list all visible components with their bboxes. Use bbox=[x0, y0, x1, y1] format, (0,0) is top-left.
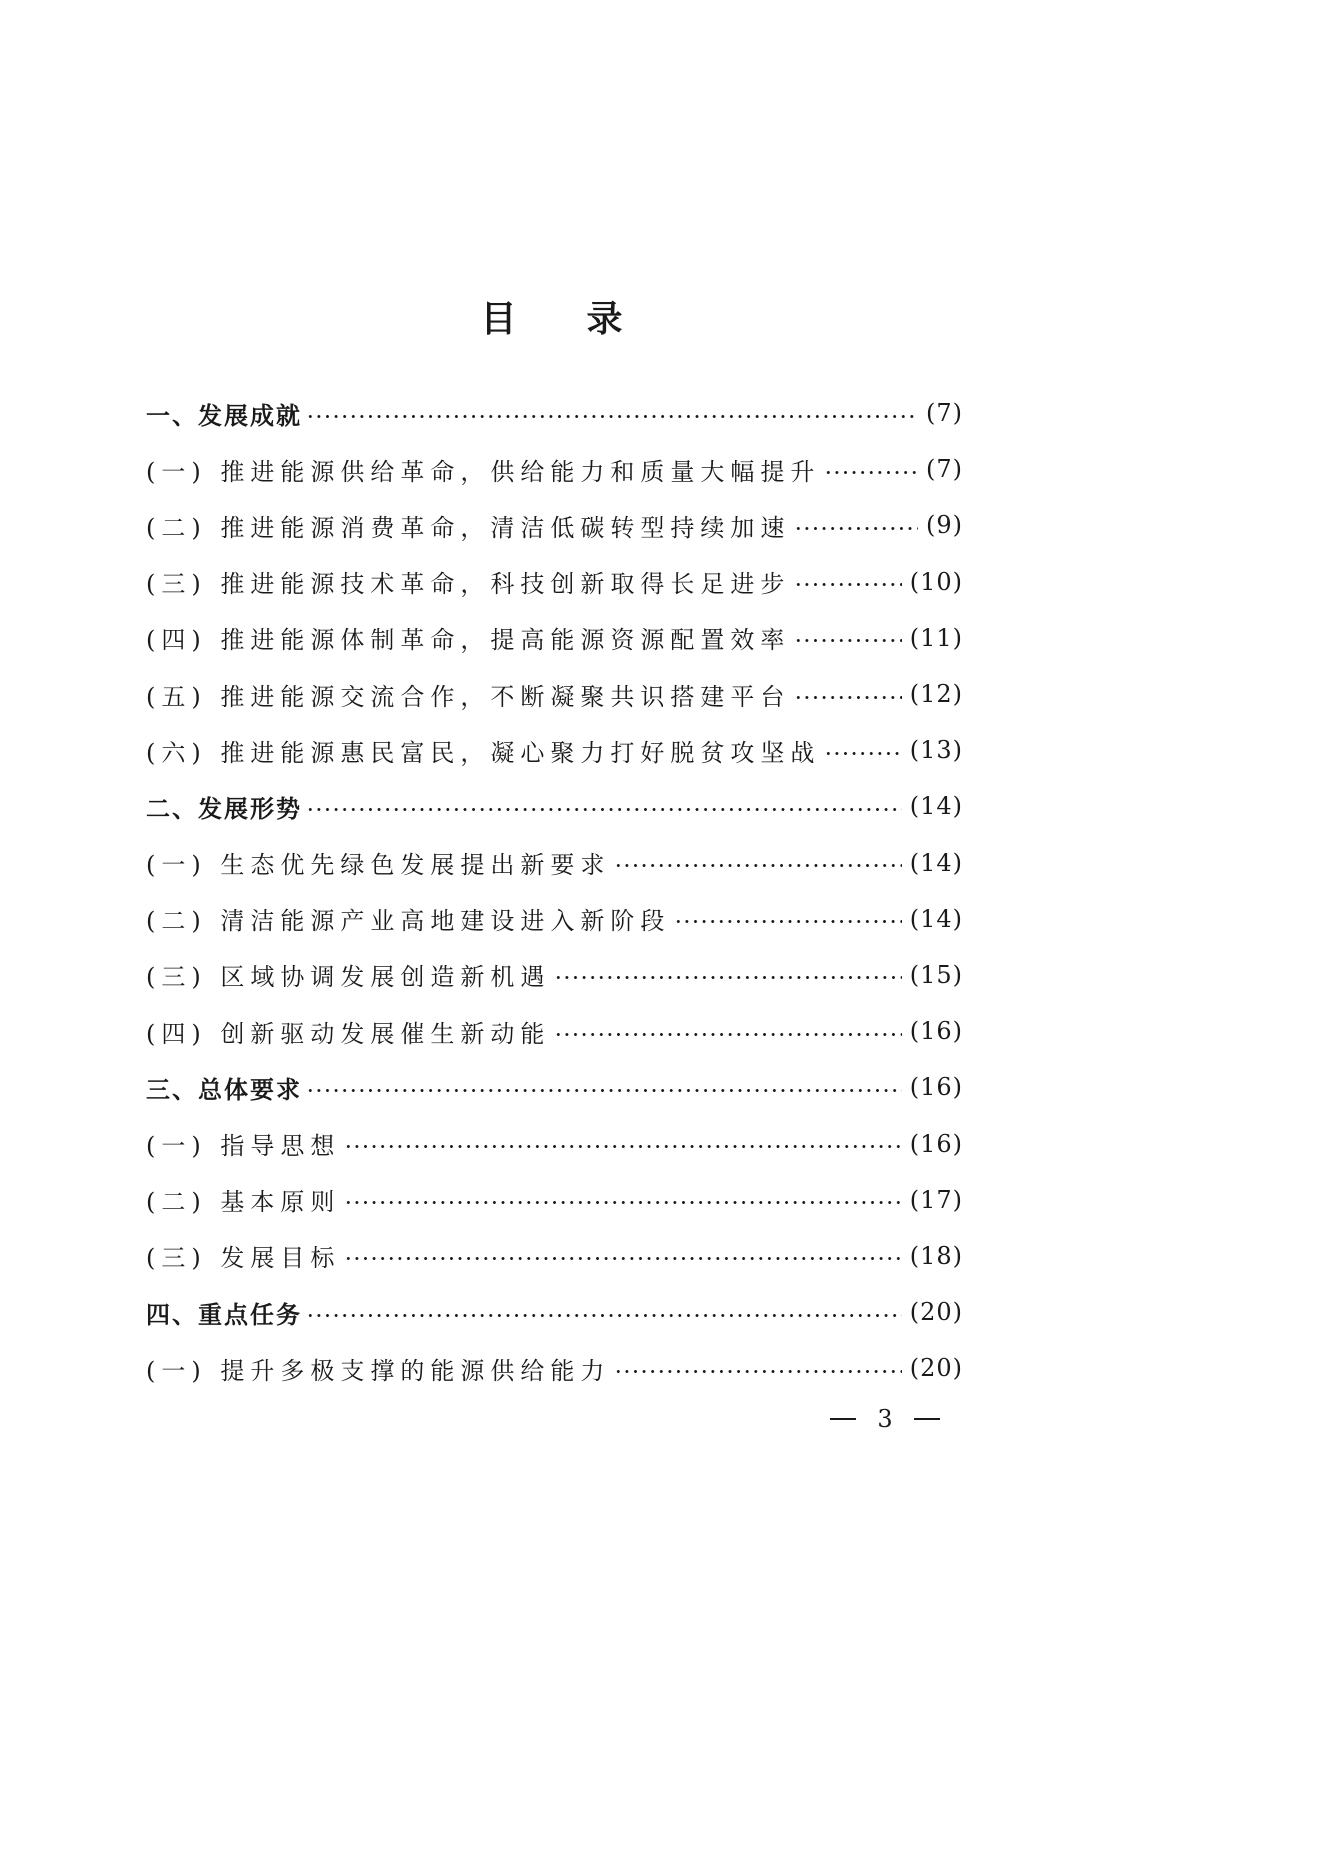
toc-entry-title: (一) 生态优先绿色发展提出新要求 bbox=[146, 851, 611, 880]
dot-leader bbox=[614, 1370, 901, 1373]
toc-entry-page: (12) bbox=[909, 680, 963, 709]
toc-entry[interactable] bbox=[146, 1172, 963, 1228]
toc-entry[interactable] bbox=[146, 1003, 963, 1059]
dot-leader bbox=[344, 1201, 901, 1204]
table-of-contents bbox=[146, 385, 963, 1396]
toc-entry-page: (7) bbox=[926, 399, 963, 428]
toc-entry-title: 三、总体要求 bbox=[146, 1075, 302, 1104]
toc-entry-page: (14) bbox=[909, 848, 963, 877]
toc-entry[interactable] bbox=[146, 1228, 963, 1284]
page-number: 3 bbox=[877, 1405, 893, 1433]
footer-dash-right bbox=[914, 1418, 940, 1420]
toc-entry-page: (14) bbox=[909, 904, 963, 933]
toc-entry-page: (20) bbox=[909, 1298, 963, 1327]
toc-entry-title: (四) 推进能源体制革命，提高能源资源配置效率 bbox=[146, 626, 791, 655]
page-footer bbox=[830, 1402, 940, 1436]
toc-entry[interactable] bbox=[146, 1284, 963, 1340]
toc-entry-title: (二) 基本原则 bbox=[146, 1188, 341, 1217]
footer-dash-left bbox=[830, 1418, 856, 1420]
page-title: 目录 bbox=[480, 299, 693, 340]
dot-leader bbox=[824, 752, 901, 755]
toc-entry-page: (11) bbox=[909, 623, 963, 652]
toc-entry-page: (16) bbox=[909, 1129, 963, 1158]
toc-entry-page: (16) bbox=[909, 1073, 963, 1102]
dot-leader bbox=[824, 471, 918, 474]
toc-entry-title: (三) 推进能源技术革命，科技创新取得长足进步 bbox=[146, 570, 791, 599]
toc-entry-page: (7) bbox=[926, 455, 963, 484]
dot-leader bbox=[306, 1314, 902, 1317]
dot-leader bbox=[794, 696, 901, 699]
toc-entry-page: (16) bbox=[909, 1017, 963, 1046]
toc-entry-page: (20) bbox=[909, 1354, 963, 1383]
toc-entry-title: 二、发展形势 bbox=[146, 794, 302, 823]
toc-entry[interactable] bbox=[146, 1115, 963, 1171]
toc-entry-title: (六) 推进能源惠民富民，凝心聚力打好脱贫攻坚战 bbox=[146, 738, 821, 767]
toc-entry-page: (18) bbox=[909, 1241, 963, 1270]
toc-entry[interactable] bbox=[146, 385, 963, 441]
toc-entry[interactable] bbox=[146, 1340, 963, 1396]
dot-leader bbox=[794, 527, 918, 530]
toc-entry-title: (三) 区域协调发展创造新机遇 bbox=[146, 963, 551, 992]
toc-entry[interactable] bbox=[146, 554, 963, 610]
dot-leader bbox=[794, 583, 901, 586]
toc-entry-title: (二) 清洁能源产业高地建设进入新阶段 bbox=[146, 907, 671, 936]
toc-entry[interactable] bbox=[146, 441, 963, 497]
dot-leader bbox=[794, 639, 901, 642]
toc-entry-title: (四) 创新驱动发展催生新动能 bbox=[146, 1019, 551, 1048]
toc-entry-page: (17) bbox=[909, 1185, 963, 1214]
dot-leader bbox=[554, 976, 901, 979]
dot-leader bbox=[306, 808, 902, 811]
toc-entry-title: (二) 推进能源消费革命，清洁低碳转型持续加速 bbox=[146, 513, 791, 542]
toc-entry[interactable] bbox=[146, 610, 963, 666]
toc-entry[interactable] bbox=[146, 835, 963, 891]
toc-entry-title: (五) 推进能源交流合作，不断凝聚共识搭建平台 bbox=[146, 682, 791, 711]
toc-entry[interactable] bbox=[146, 666, 963, 722]
toc-entry-page: (15) bbox=[909, 960, 963, 989]
dot-leader bbox=[554, 1033, 901, 1036]
toc-entry-page: (10) bbox=[909, 567, 963, 596]
toc-entry-title: (一) 提升多极支撑的能源供给能力 bbox=[146, 1356, 611, 1385]
toc-entry-page: (13) bbox=[909, 736, 963, 765]
toc-entry[interactable] bbox=[146, 497, 963, 553]
toc-entry[interactable] bbox=[146, 778, 963, 834]
dot-leader bbox=[344, 1145, 901, 1148]
dot-leader bbox=[344, 1257, 901, 1260]
dot-leader bbox=[306, 415, 918, 418]
dot-leader bbox=[306, 1089, 902, 1092]
toc-entry[interactable] bbox=[146, 891, 963, 947]
dot-leader bbox=[674, 920, 901, 923]
toc-entry-title: (一) 推进能源供给革命，供给能力和质量大幅提升 bbox=[146, 457, 821, 486]
toc-entry-title: (一) 指导思想 bbox=[146, 1132, 341, 1161]
dot-leader bbox=[614, 864, 901, 867]
toc-entry[interactable] bbox=[146, 1059, 963, 1115]
toc-entry-page: (14) bbox=[909, 792, 963, 821]
toc-entry[interactable] bbox=[146, 947, 963, 1003]
toc-entry[interactable] bbox=[146, 722, 963, 778]
toc-entry-title: 四、重点任务 bbox=[146, 1300, 302, 1329]
toc-entry-title: (三) 发展目标 bbox=[146, 1244, 341, 1273]
toc-entry-title: 一、发展成就 bbox=[146, 401, 302, 430]
toc-entry-page: (9) bbox=[926, 511, 963, 540]
